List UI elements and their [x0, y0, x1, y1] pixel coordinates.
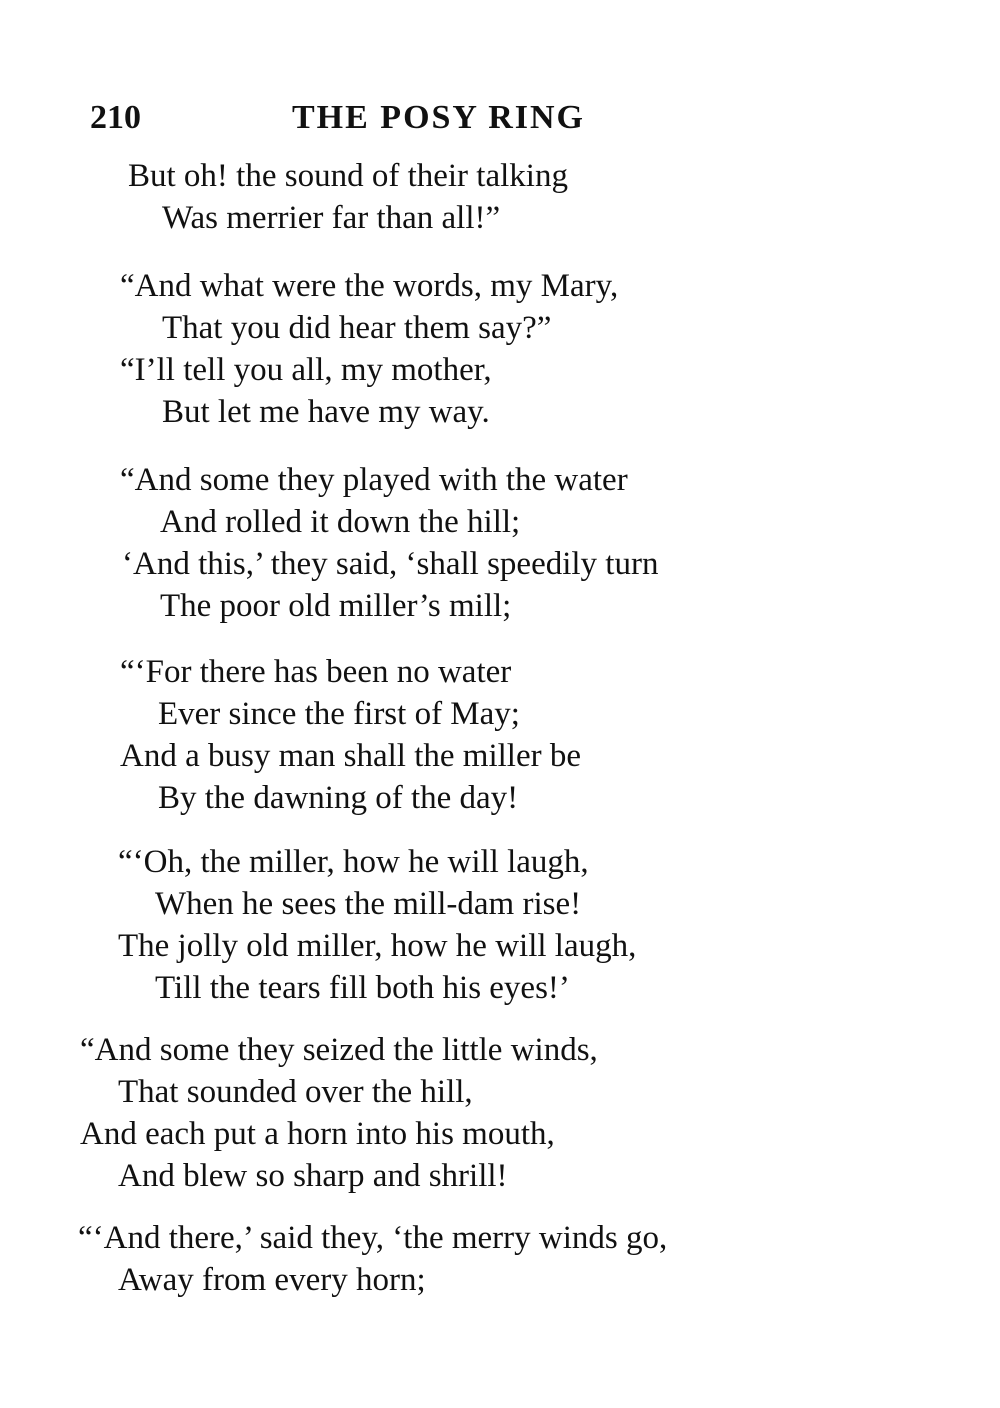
- poem-line: By the dawning of the day!: [158, 780, 519, 816]
- poem-line: That sounded over the hill,: [118, 1074, 473, 1110]
- poem-line: “I’ll tell you all, my mother,: [120, 352, 492, 388]
- poem-line: “‘Oh, the miller, how he will laugh,: [118, 844, 589, 880]
- poem-line: And a busy man shall the miller be: [120, 738, 581, 774]
- poem-line: “And some they played with the water: [120, 462, 628, 498]
- poem-line: Away from every horn;: [118, 1262, 426, 1298]
- poem-line: Was merrier far than all!”: [162, 200, 501, 236]
- poem-line: “‘For there has been no water: [120, 654, 512, 690]
- page-number: 210: [90, 99, 141, 136]
- poem-line: “And what were the words, my Mary,: [120, 268, 619, 304]
- poem-line: The jolly old miller, how he will laugh,: [118, 928, 637, 964]
- poem-line: And each put a horn into his mouth,: [80, 1116, 555, 1152]
- poem-line: Till the tears fill both his eyes!’: [155, 970, 570, 1006]
- running-head: THE POSY RING: [292, 99, 586, 136]
- poem-line: “And some they seized the little winds,: [80, 1032, 598, 1068]
- poem-line: When he sees the mill-dam rise!: [155, 886, 582, 922]
- poem-line: Ever since the first of May;: [158, 696, 520, 732]
- poem-line: ‘And this,’ they said, ‘shall speedily turn: [122, 546, 659, 582]
- poem-line: But oh! the sound of their talking: [128, 158, 568, 194]
- poem-line: But let me have my way.: [162, 394, 490, 430]
- poem-line: The poor old miller’s mill;: [160, 588, 512, 624]
- poem-line: And rolled it down the hill;: [160, 504, 521, 540]
- poem-line: “‘And there,’ said they, ‘the merry winds go,: [78, 1220, 668, 1256]
- poem-line: And blew so sharp and shrill!: [118, 1158, 508, 1194]
- poem-line: That you did hear them say?”: [162, 310, 552, 346]
